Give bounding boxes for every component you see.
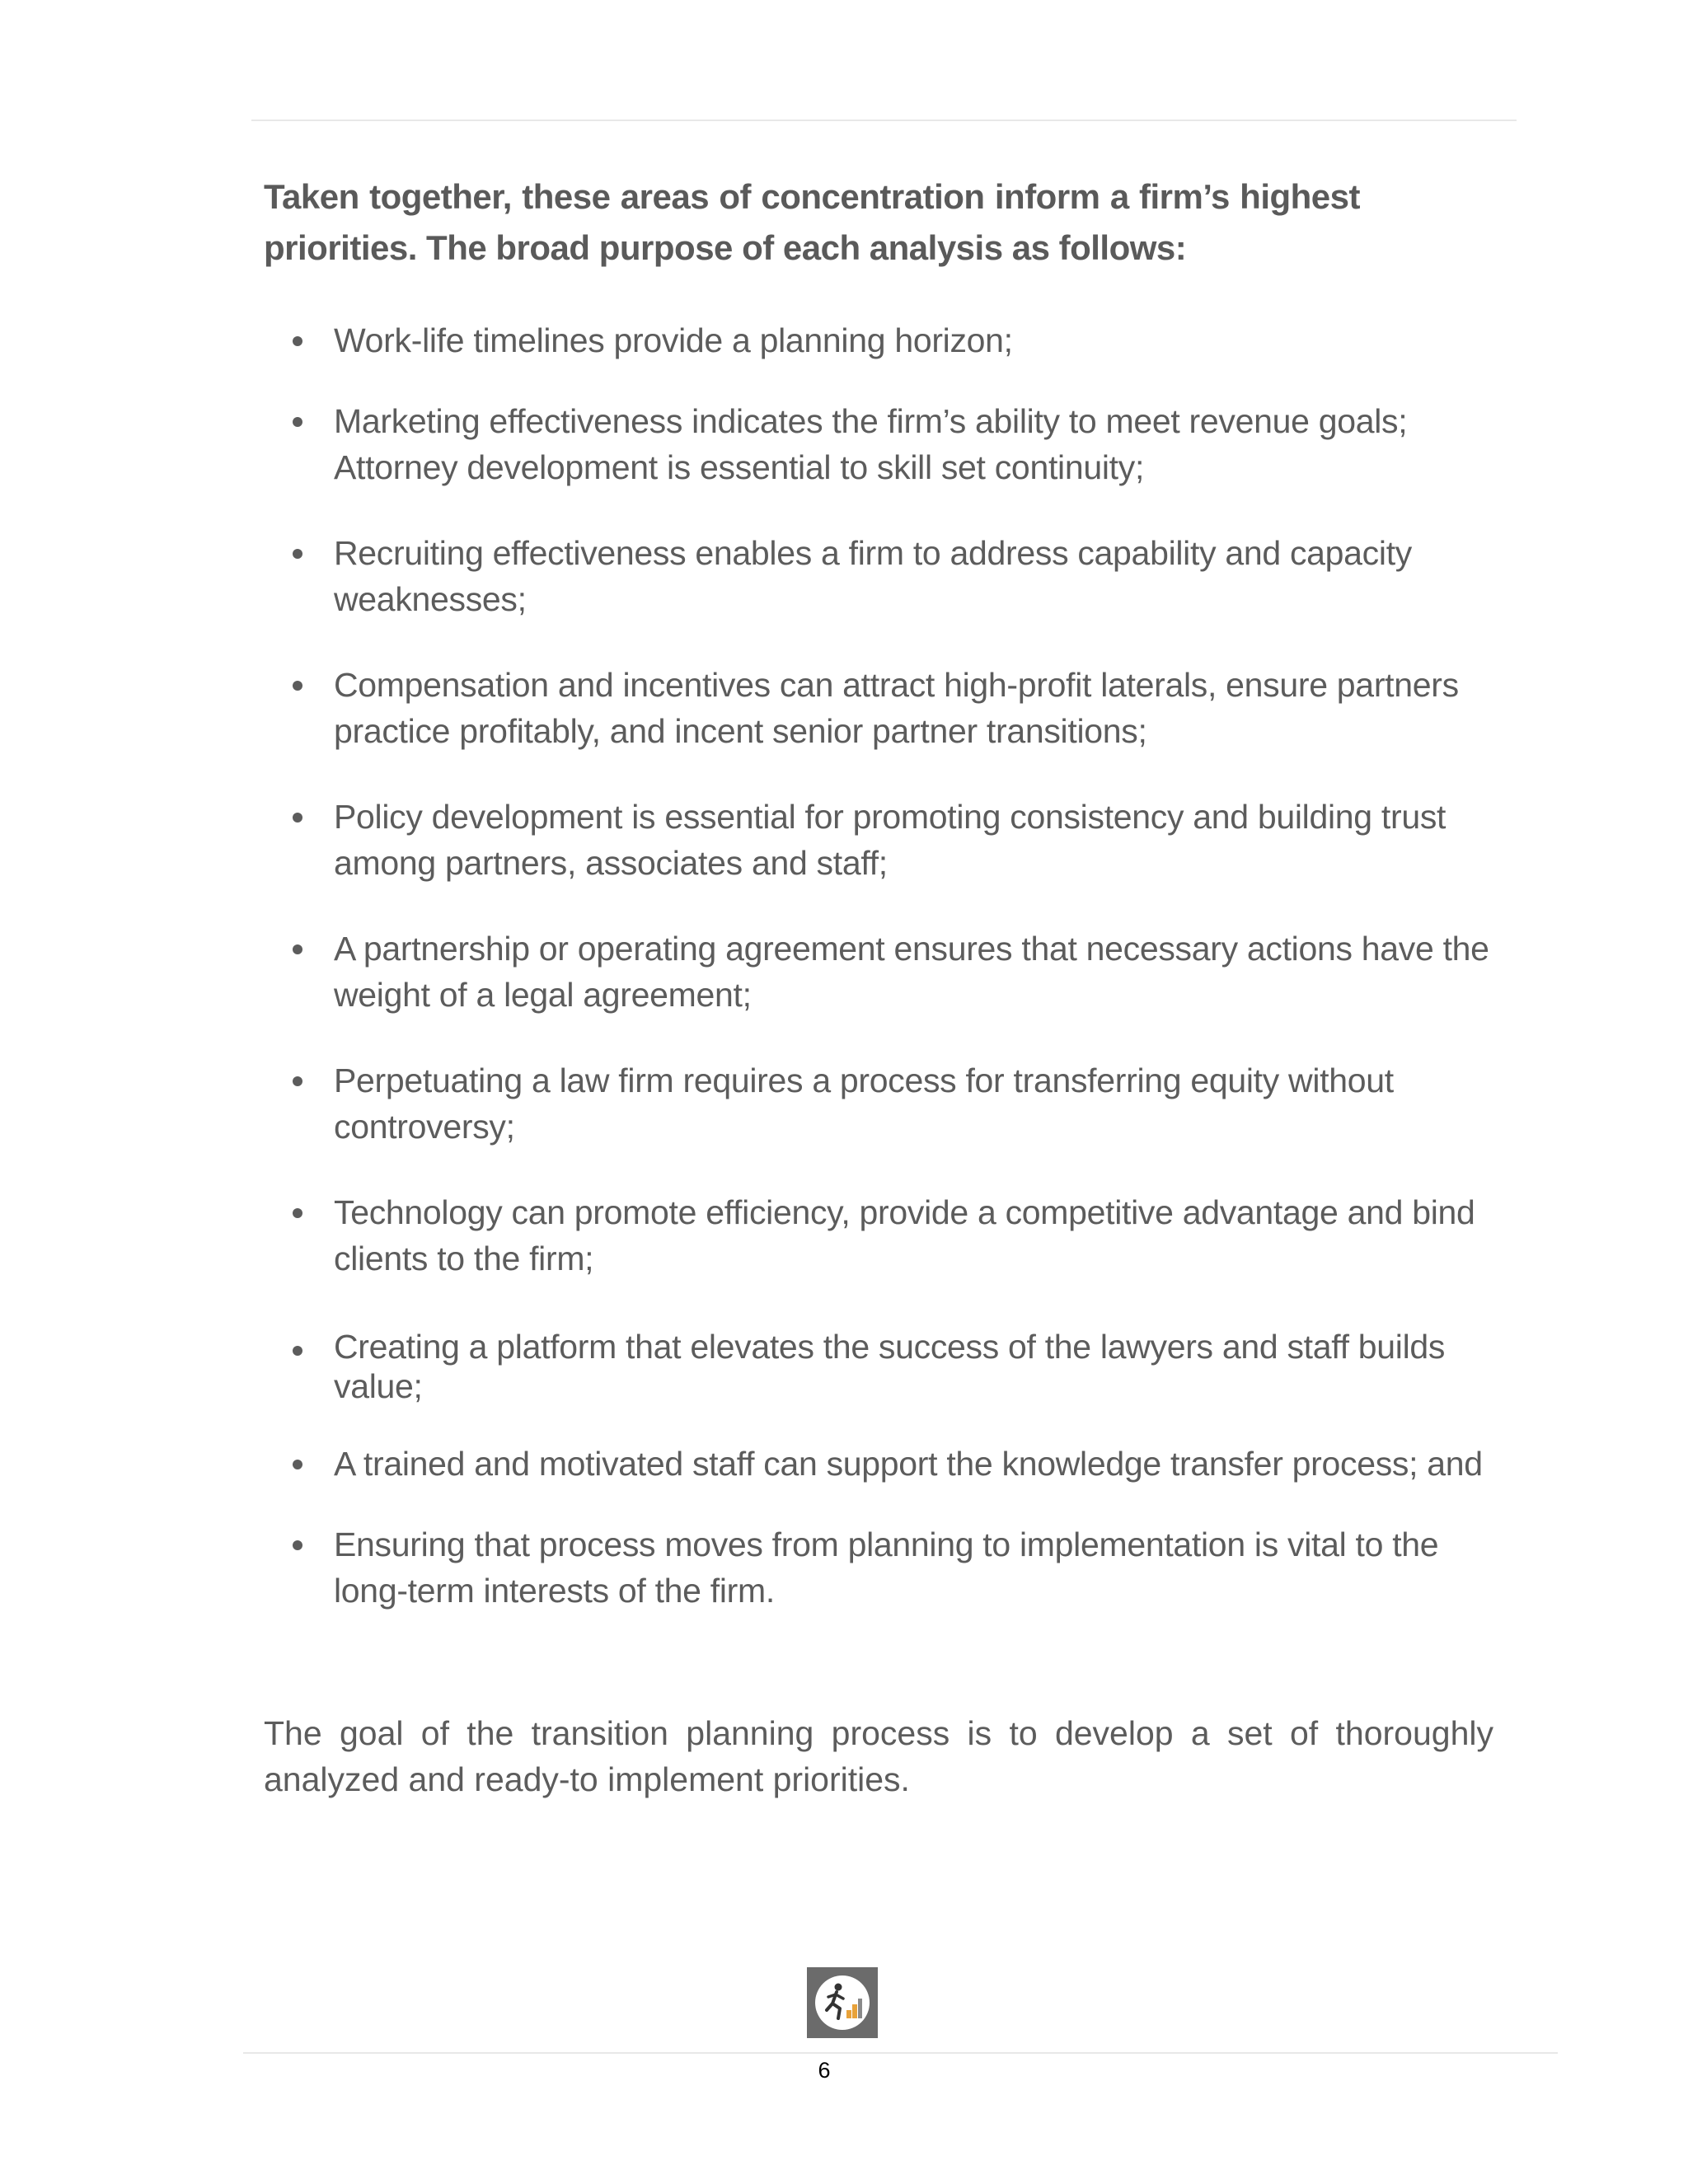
priorities-list [280, 317, 1500, 1614]
list-item: Ensuring that process moves from planning to implementation is vital to the long-term interests of the firm. [280, 1521, 1500, 1614]
list-item: Policy development is essential for promoting consistency and building trust among partners, associates and staff; [280, 794, 1500, 886]
intro-paragraph: Taken together, these areas of concentration inform a firm’s highest priorities. The broad purpose of each analysis as follows: [264, 177, 1360, 267]
list-item: A trained and motivated staff can support the knowledge transfer process; and [280, 1441, 1500, 1487]
list-item: Marketing effectiveness indicates the firm’s ability to meet revenue goals; Attorney development is essential to skill set continuity; [280, 398, 1500, 490]
footer-divider [243, 2052, 1558, 2054]
closing-paragraph: The goal of the transition planning process is to develop a set of thoroughly analyzed and ready-to implement priorities. [264, 1714, 1493, 1798]
list-item: Creating a platform that elevates the success of the lawyers and staff builds value; [280, 1327, 1500, 1406]
page-number: 6 [818, 2058, 831, 2083]
list-item: Compensation and incentives can attract high-profit laterals, ensure partners practice profitably, and incent senior partner transitions; [280, 662, 1500, 754]
running-figure-logo-icon [807, 1967, 878, 2038]
list-item: A partnership or operating agreement ensures that necessary actions have the weight of a legal agreement; [280, 926, 1500, 1018]
list-item: Technology can promote efficiency, provide a competitive advantage and bind clients to the firm; [280, 1189, 1500, 1282]
list-item: Work-life timelines provide a planning horizon; [280, 317, 1500, 363]
header-divider [251, 120, 1517, 121]
list-item: Recruiting effectiveness enables a firm to address capability and capacity weaknesses; [280, 530, 1500, 622]
list-item: Perpetuating a law firm requires a process for transferring equity without controversy; [280, 1057, 1500, 1150]
